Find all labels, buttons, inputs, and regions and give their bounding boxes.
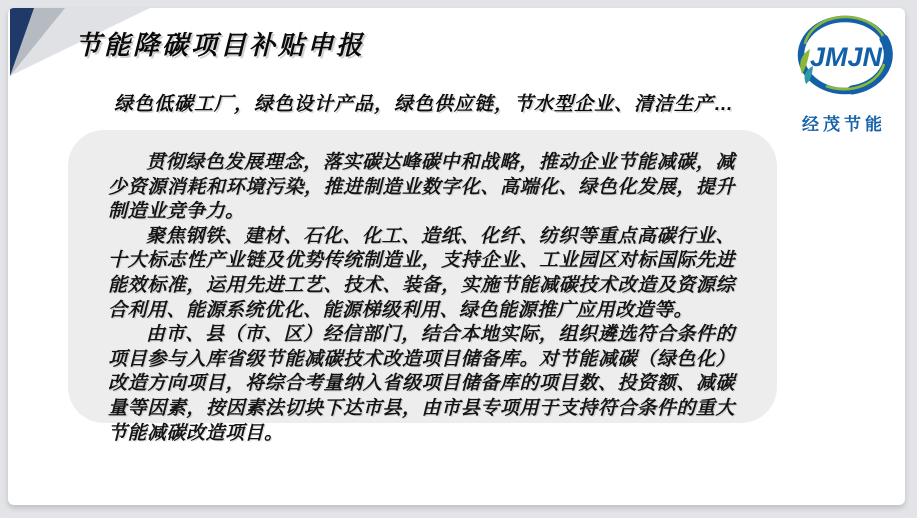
company-logo [788, 14, 900, 135]
body-text-panel [68, 130, 777, 444]
logo-monogram: JMJN [809, 42, 883, 72]
slide-title: 节能降碳项目补贴申报 [75, 30, 366, 60]
company-name: 经茂节能 [802, 115, 886, 134]
body-paragraph: 由市、县（市、区）经信部门，结合本地实际，组织遴选符合条件的项目参与入库省级节能减碳技术改造项目储备库。对节能减碳（绿色化）改造方向项目，将综合考量纳入省级项目储备库的项目数、投资额、减碳量等因素，按因素法切块下达市县，由市县专项用于支持符合条件的重大节能减碳改造项目。 [108, 324, 735, 444]
logo-emblem-icon [792, 14, 896, 104]
body-paragraph: 聚焦钢铁、建材、石化、化工、造纸、化纤、纺织等重点高碳行业、十大标志性产业链及优势传统制造业，支持企业、工业园区对标国际先进能效标准，运用先进工艺、技术、装备，实施节能减碳技术改造及资源综合利用、能源系统优化、能源梯级利用、绿色能源推广应用改造等。 [108, 225, 735, 321]
presentation-slide [8, 8, 905, 505]
body-paragraph: 贯彻绿色发展理念，落实碳达峰碳中和战略，推动企业节能减碳，减少资源消耗和环境污染，推进制造业数字化、高端化、绿色化发展，提升制造业竞争力。 [108, 152, 735, 223]
slide-subtitle: 绿色低碳工厂，绿色设计产品，绿色供应链，节水型企业、清洁生产… [114, 94, 735, 115]
